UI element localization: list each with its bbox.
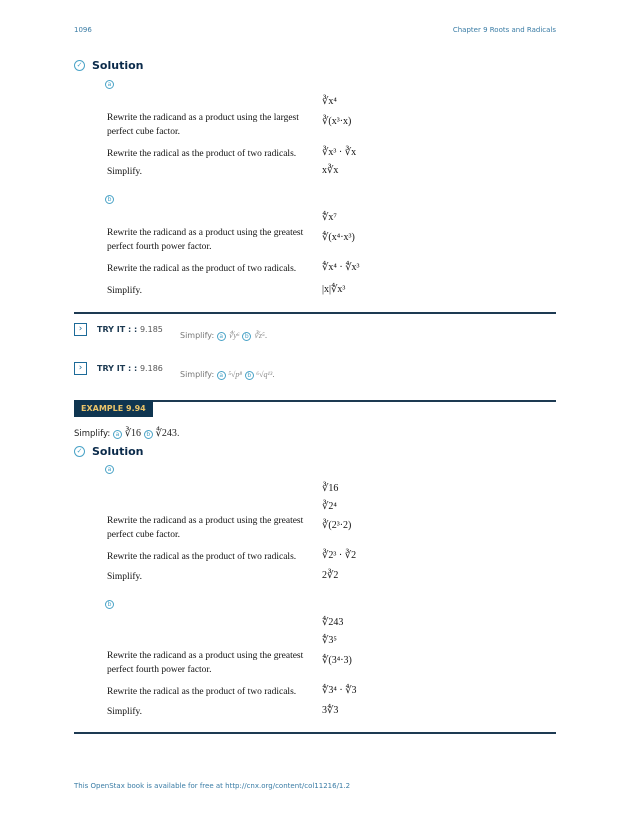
step-text: Rewrite the radicand as a product using the greatest perfect fourth power factor. [107,228,304,252]
step-math: ∜(x⁴·x³) [322,232,355,243]
step-text: Simplify. [107,707,143,717]
step-text: Simplify. [107,572,143,582]
part-b-marker: b [245,371,254,380]
end-punct: . [272,370,275,379]
step-math: ∜x⁴ · ∜x³ [322,262,360,273]
step-math: 3∜3 [322,705,339,716]
section-divider [74,732,556,734]
check-icon: ✓ [74,60,85,71]
step-text: Rewrite the radical as the product of two radicals. [107,149,297,159]
try-part-b-math: ∛z⁵ [253,331,265,340]
part-b-marker: b [105,600,114,609]
try-prompt-text: Simplify: [180,370,215,379]
step-text: Rewrite the radical as the product of two radicals. [107,687,297,697]
step-text: Rewrite the radicand as a product using the greatest perfect fourth power factor. [107,651,304,675]
chapter-title: Chapter 9 Roots and Radicals [452,26,556,34]
try-it-prompt [180,370,275,380]
example-prompt [74,428,180,439]
try-part-a-math: ⁵√p⁸ [228,370,243,379]
try-part-b-math: ⁶√q¹³ [256,370,273,379]
try-it-number: 9.185 [139,325,163,334]
section-divider [74,312,556,314]
part-b-marker: b [144,430,153,439]
example-label: EXAMPLE 9.94 [74,400,153,417]
step-text: Rewrite the radicand as a product using the largest perfect cube factor. [107,113,299,137]
step-math: 2∛2 [322,570,339,581]
end-punct: . [176,429,180,439]
math-start: ∜x⁷ [322,212,337,223]
example-prompt-text: Simplify: [74,429,111,439]
try-it-label [97,364,163,373]
step-math: x∛x [322,165,339,176]
try-prompt-text: Simplify: [180,331,215,340]
try-it-text: TRY IT : : [97,325,138,334]
end-punct: . [264,331,268,340]
math-line: ∜3⁵ [322,635,337,646]
step-math: ∜(3⁴·3) [322,655,352,666]
math-line: ∛2⁴ [322,501,337,512]
step-text: Rewrite the radical as the product of two radicals. [107,552,297,562]
try-it-number: 9.186 [139,364,163,373]
math-start: ∜243 [322,617,344,628]
solution-heading: Solution [92,59,144,72]
chevron-right-icon[interactable]: › [74,323,87,336]
try-it-label [97,325,163,334]
math-start: ∛16 [322,483,339,494]
try-part-a-math: ∜y⁶ [228,331,240,340]
try-it-prompt [180,331,267,341]
step-math: ∜3⁴ · ∜3 [322,685,357,696]
step-math: ∛(2³·2) [322,520,352,531]
part-b-marker: b [242,332,251,341]
step-math: |x|∜x³ [322,284,346,295]
step-text: Simplify. [107,167,143,177]
part-a-marker: a [217,332,226,341]
try-it-text: TRY IT : : [97,364,138,373]
part-a-marker: a [105,80,114,89]
example-part-a-math: ∛16 [124,428,142,439]
step-text: Rewrite the radicand as a product using the greatest perfect cube factor. [107,516,304,540]
check-icon: ✓ [74,446,85,457]
page-number: 1096 [74,26,92,34]
part-a-marker: a [105,465,114,474]
step-text: Rewrite the radical as the product of two radicals. [107,264,297,274]
step-math: ∛x³ · ∛x [322,147,357,158]
math-start: ∛x⁴ [322,96,337,107]
part-b-marker: b [105,195,114,204]
chevron-right-icon[interactable]: › [74,362,87,375]
part-a-marker: a [113,430,122,439]
step-math: ∛(x³·x) [322,116,352,127]
solution-heading: Solution [92,445,144,458]
footer-text: This OpenStax book is available for free at http://cnx.org/content/col11216/1.2 [74,782,351,790]
step-text: Simplify. [107,286,143,296]
part-a-marker: a [217,371,226,380]
step-math: ∛2³ · ∛2 [322,550,357,561]
example-part-b-math: ∜243 [155,428,177,439]
